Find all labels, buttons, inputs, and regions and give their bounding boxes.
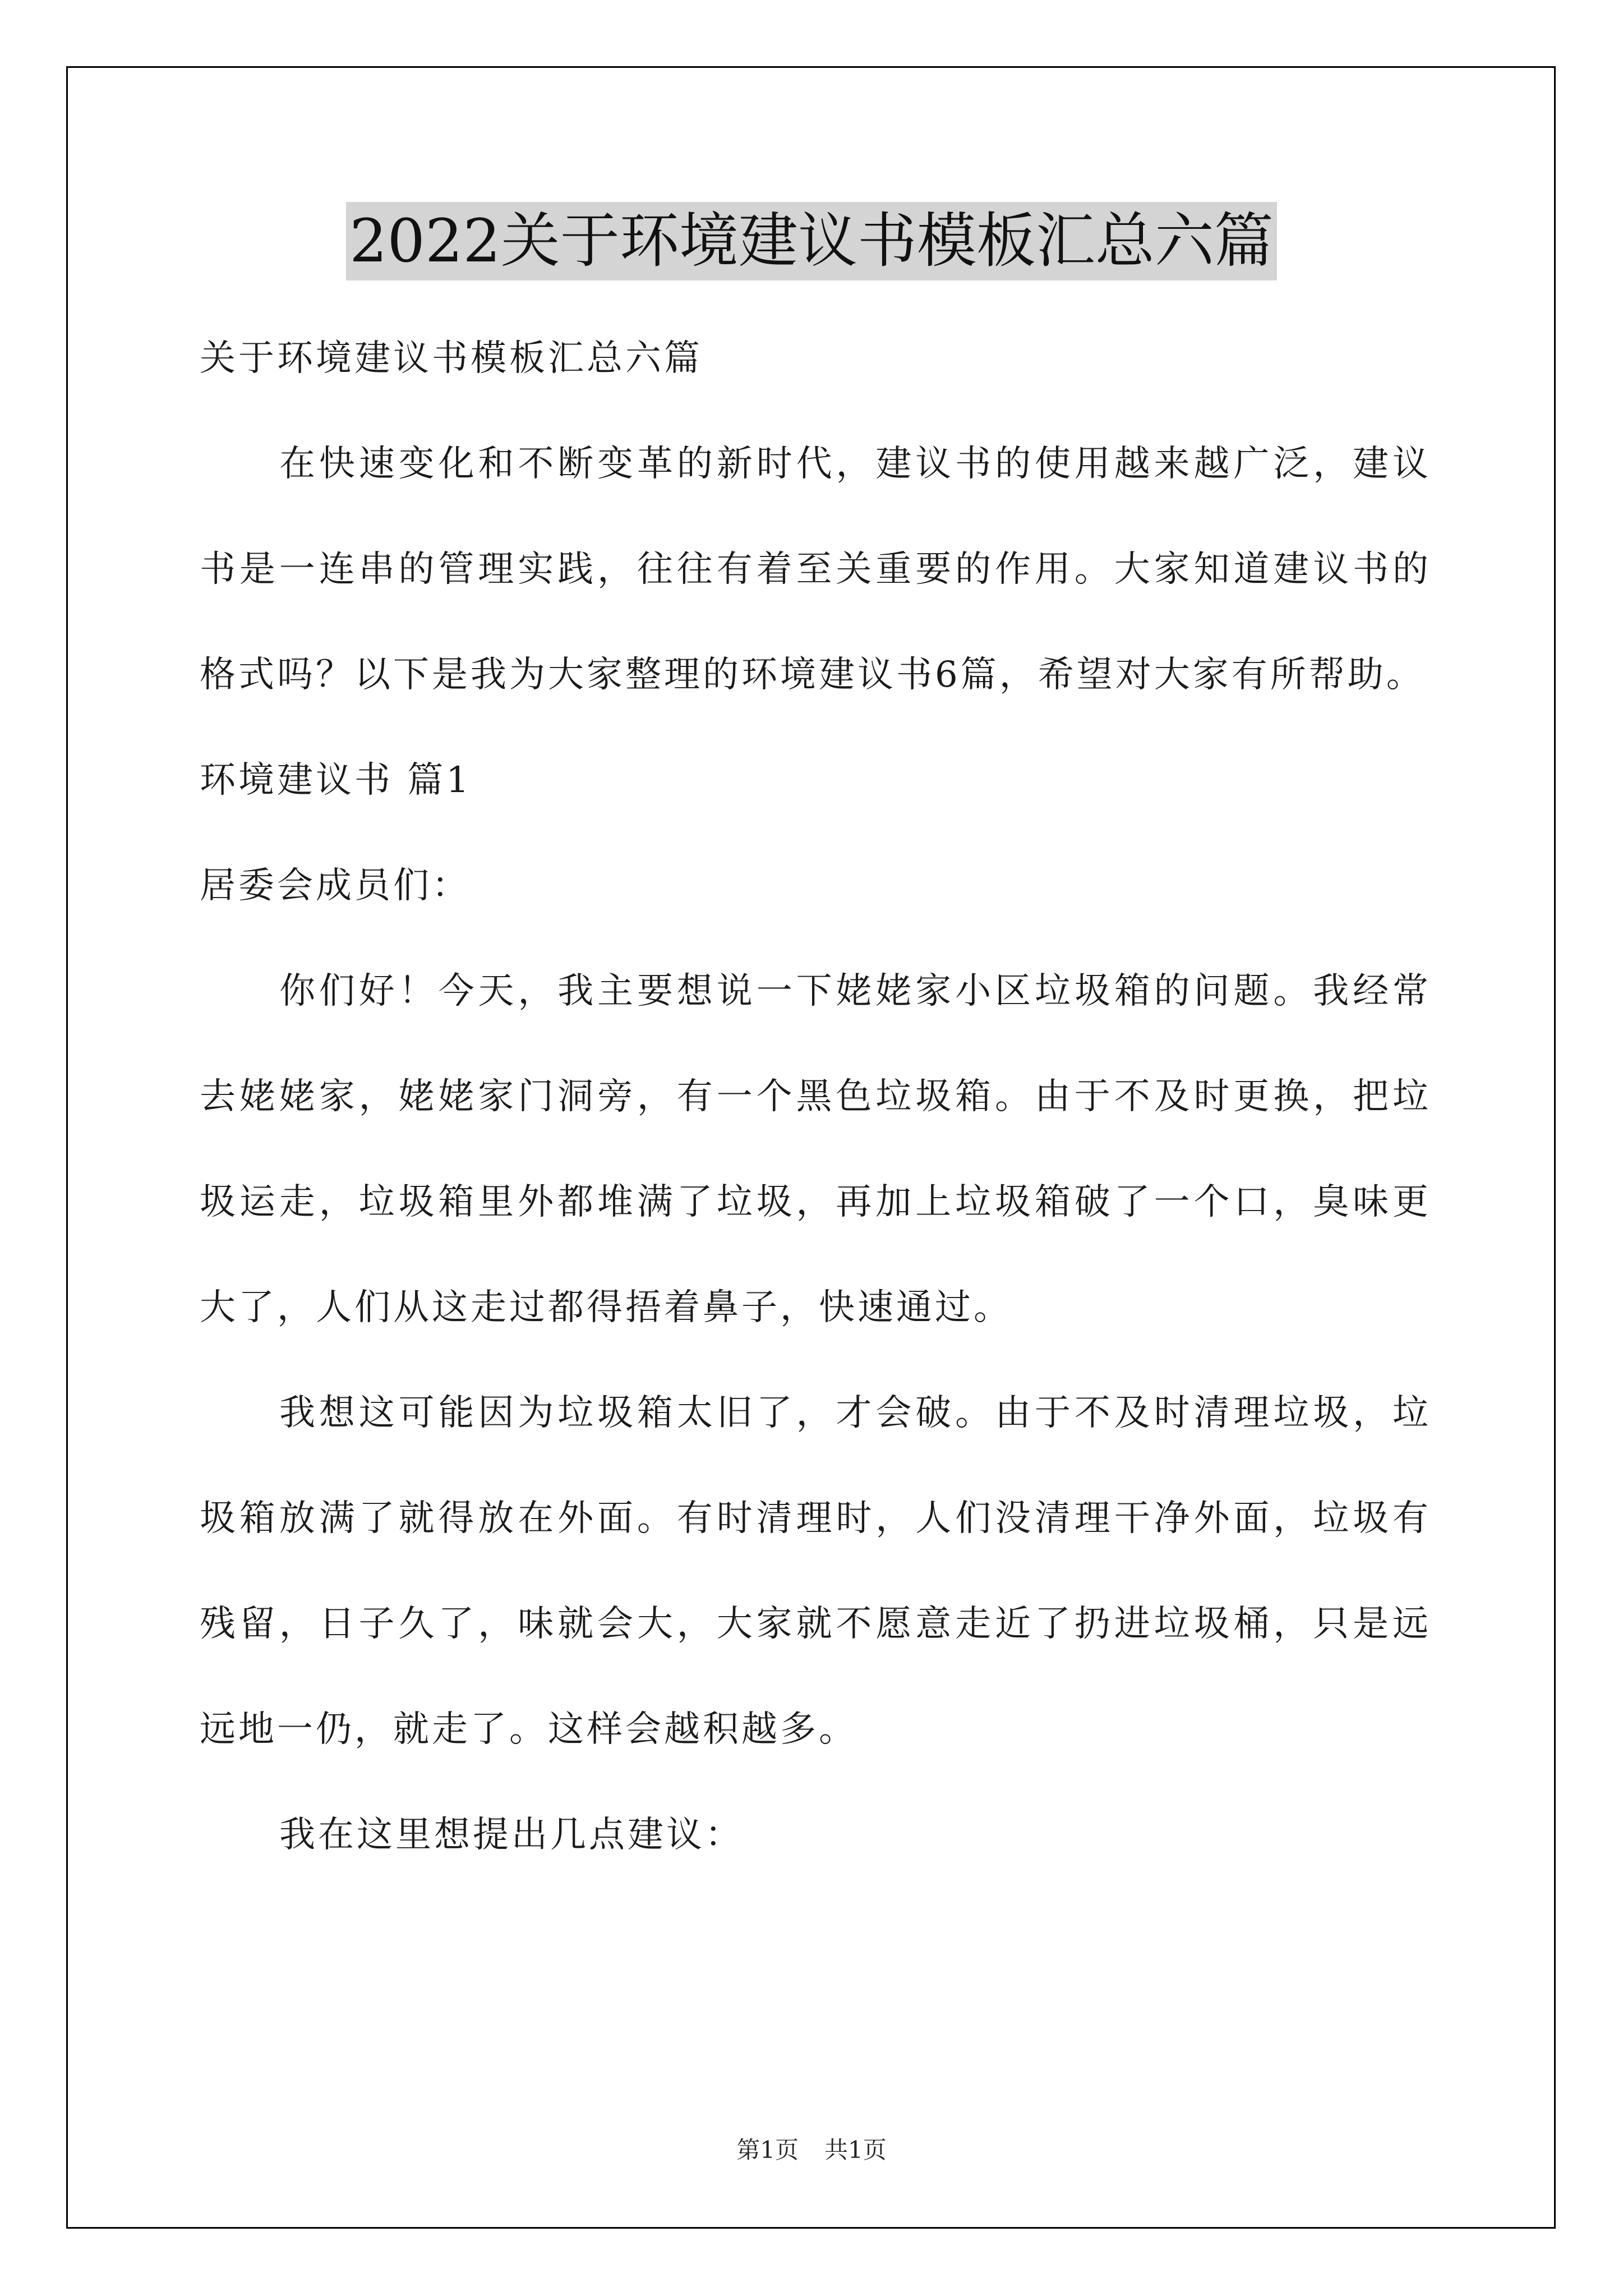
- body-paragraph-1: 你们好！今天，我主要想说一下姥姥家小区垃圾箱的问题。我经常去姥姥家，姥姥家门洞旁，有一个黑色垃圾箱。由于不及时更换，把垃圾运走，垃圾箱里外都堆满了垃圾，再加上垃圾箱破了一个口，臭味更大了，人们从这走过都得捂着鼻子，快速通过。: [200, 970, 1431, 1328]
- section-heading: 环境建议书 篇1: [200, 760, 472, 801]
- document-body: [200, 306, 1431, 1888]
- page-number: 第1页: [736, 2136, 799, 2164]
- intro-paragraph: 在快速变化和不断变革的新时代，建议书的使用越来越广泛，建议书是一连串的管理实践，往往有着至关重要的作用。大家知道建议书的格式吗？以下是我为大家整理的环境建议书6篇，希望对大家有所帮助。: [200, 443, 1431, 696]
- title-area: [0, 202, 1623, 280]
- document-title: 2022关于环境建议书模板汇总六篇: [346, 202, 1277, 280]
- page-total: 共1页: [824, 2136, 887, 2164]
- body-paragraph-3: 我在这里想提出几点建议：: [279, 1814, 744, 1856]
- document-subtitle: 关于环境建议书模板汇总六篇: [200, 338, 703, 379]
- page-footer: [0, 2134, 1623, 2166]
- salutation: 居委会成员们：: [200, 865, 471, 907]
- body-paragraph-2: 我想这可能因为垃圾箱太旧了，才会破。由于不及时清理垃圾，垃圾箱放满了就得放在外面。有时清理时，人们没清理干净外面，垃圾有残留，日子久了，味就会大，大家就不愿意走近了扔进垃圾桶，只是远远地一仍，就走了。这样会越积越多。: [200, 1392, 1431, 1750]
